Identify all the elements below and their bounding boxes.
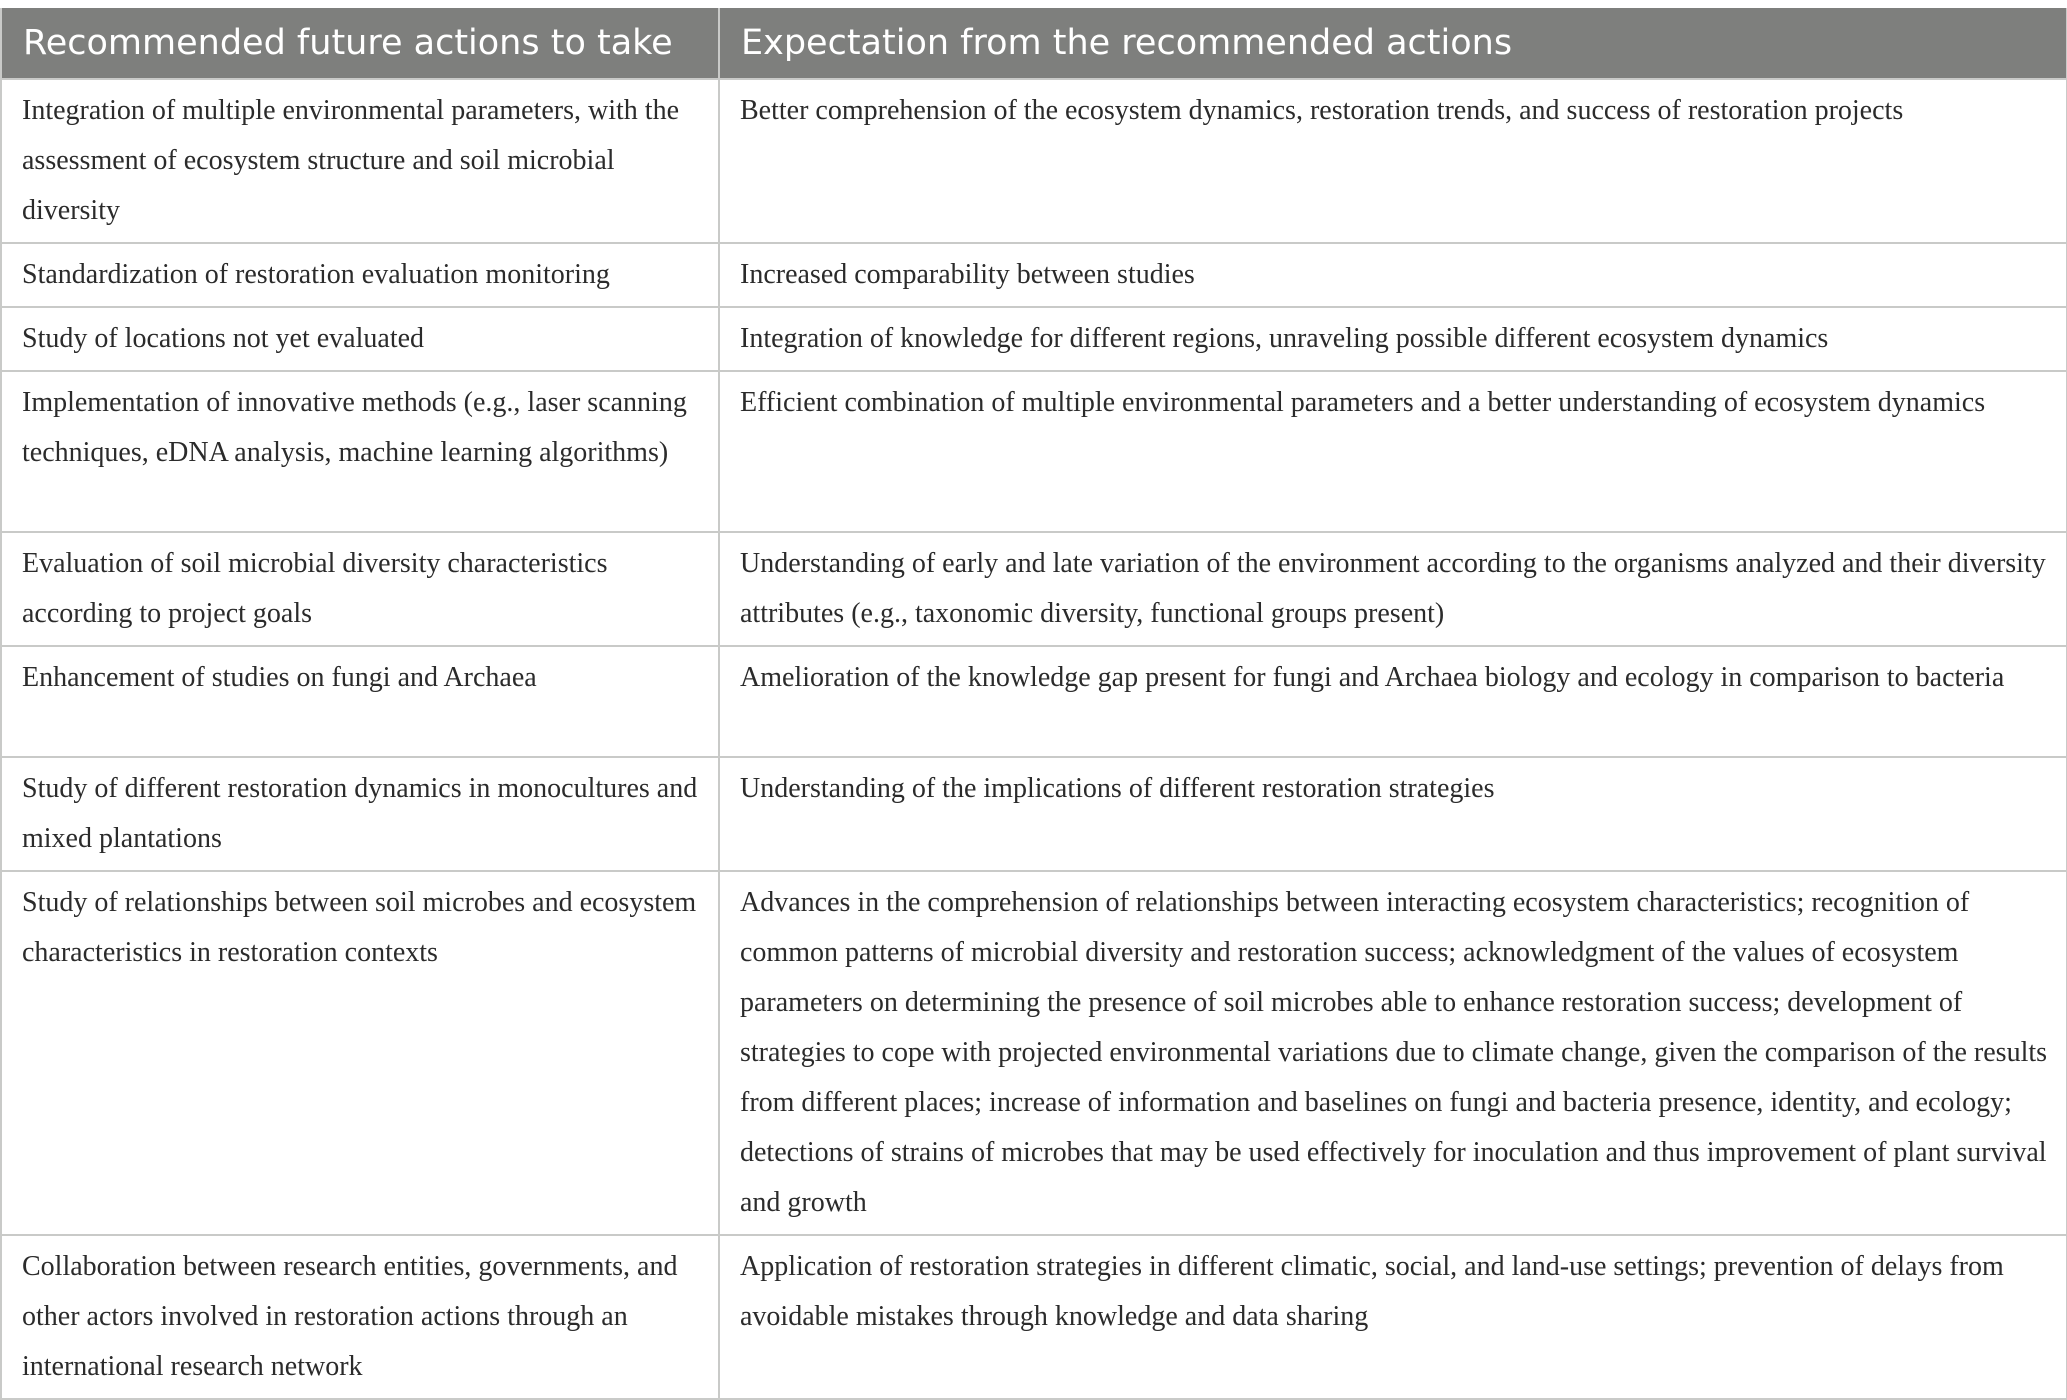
- action-cell: Standardization of restoration evaluation monitoring: [1, 243, 719, 307]
- header-row: [1, 8, 2067, 79]
- action-cell: Evaluation of soil microbial diversity characteristics according to project goals: [1, 532, 719, 646]
- action-cell: Enhancement of studies on fungi and Archaea: [1, 646, 719, 757]
- table-row: [1, 646, 2067, 757]
- expectation-cell: Efficient combination of multiple environmental parameters and a better understanding of ecosystem dynamics: [719, 371, 2067, 532]
- expectation-cell: Amelioration of the knowledge gap present for fungi and Archaea biology and ecology in comparison to bacteria: [719, 646, 2067, 757]
- table-row: [1, 871, 2067, 1235]
- column-header-expectations: Expectation from the recommended actions: [719, 8, 2067, 79]
- table-row: [1, 243, 2067, 307]
- column-header-actions: Recommended future actions to take: [1, 8, 719, 79]
- expectation-cell: Better comprehension of the ecosystem dynamics, restoration trends, and success of restoration projects: [719, 79, 2067, 243]
- table-row: [1, 79, 2067, 243]
- action-cell: Study of different restoration dynamics in monocultures and mixed plantations: [1, 757, 719, 871]
- expectation-cell: Increased comparability between studies: [719, 243, 2067, 307]
- expectation-cell: Understanding of the implications of different restoration strategies: [719, 757, 2067, 871]
- expectation-cell: Advances in the comprehension of relationships between interacting ecosystem characteristics; recognition of common patterns of microbial diversity and restoration success; acknowledgment of the values of ecosystem parameters on determining the presence of soil microbes able to enhance restoration success; development of strategies to cope with projected environmental variations due to climate change, given the comparison of the results from different places; increase of information and baselines on fungi and bacteria presence, identity, and ecology; detections of strains of microbes that may be used effectively for inoculation and thus improvement of plant survival and growth: [719, 871, 2067, 1235]
- action-cell: Collaboration between research entities, governments, and other actors involved in restoration actions through an international research network: [1, 1235, 719, 1399]
- recommendations-table: [0, 8, 2067, 1400]
- action-cell: Implementation of innovative methods (e.g., laser scanning techniques, eDNA analysis, machine learning algorithms): [1, 371, 719, 532]
- expectation-cell: Application of restoration strategies in different climatic, social, and land-use settings; prevention of delays from avoidable mistakes through knowledge and data sharing: [719, 1235, 2067, 1399]
- action-cell: Study of locations not yet evaluated: [1, 307, 719, 371]
- table-row: [1, 532, 2067, 646]
- expectation-cell: Understanding of early and late variation of the environment according to the organisms analyzed and their diversity attributes (e.g., taxonomic diversity, functional groups present): [719, 532, 2067, 646]
- table-row: [1, 371, 2067, 532]
- table-row: [1, 757, 2067, 871]
- table-body: [1, 79, 2067, 1399]
- table-row: [1, 307, 2067, 371]
- action-cell: Integration of multiple environmental parameters, with the assessment of ecosystem structure and soil microbial diversity: [1, 79, 719, 243]
- action-cell: Study of relationships between soil microbes and ecosystem characteristics in restoration contexts: [1, 871, 719, 1235]
- table-header: [1, 8, 2067, 79]
- table-row: [1, 1235, 2067, 1399]
- expectation-cell: Integration of knowledge for different regions, unraveling possible different ecosystem dynamics: [719, 307, 2067, 371]
